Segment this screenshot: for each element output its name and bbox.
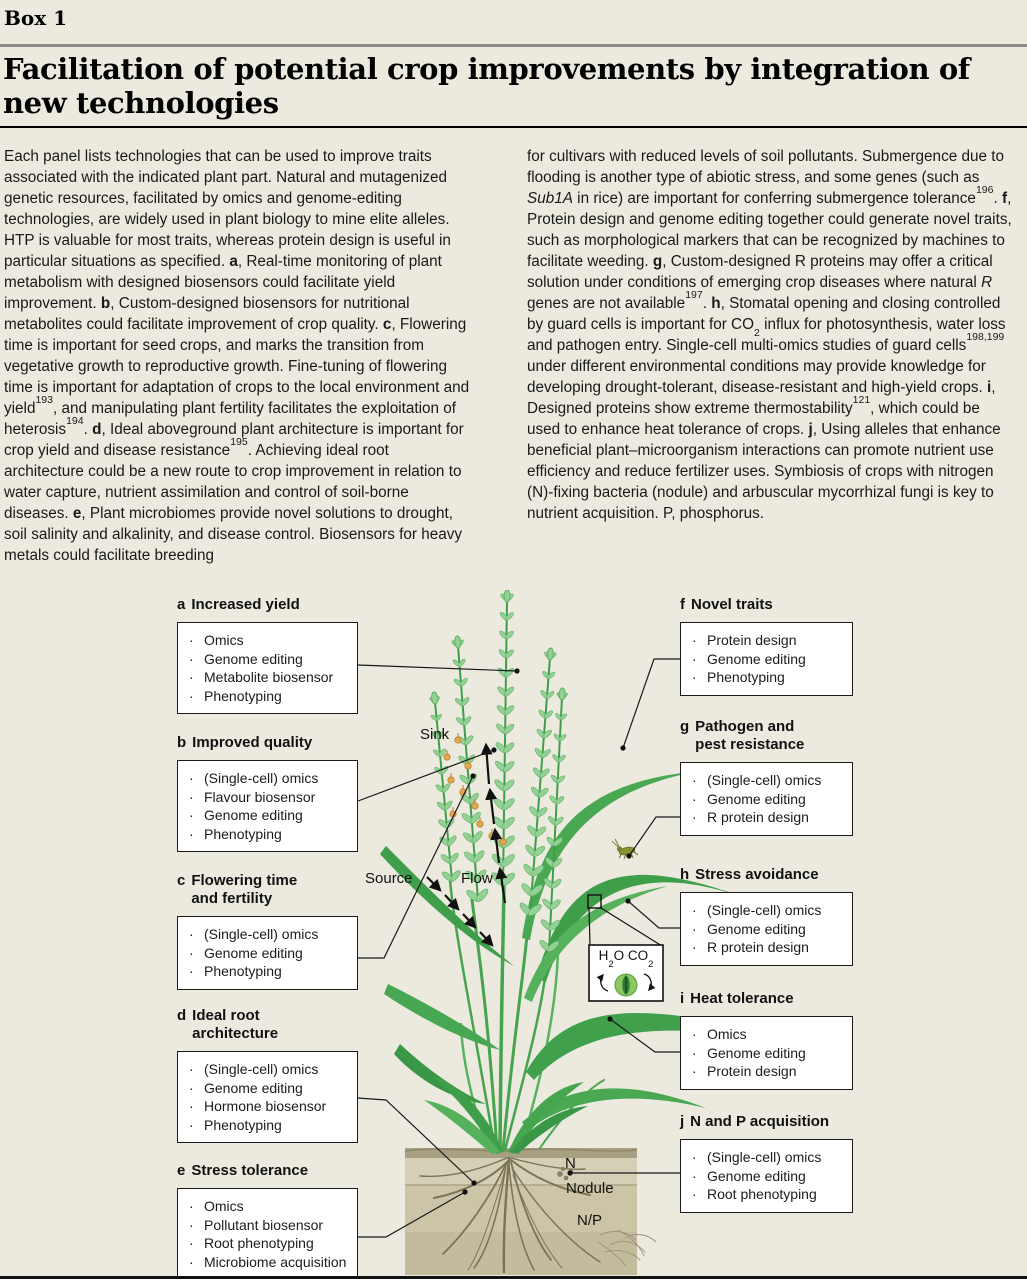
list-item: · Genome editing (692, 790, 806, 807)
list-item: · Omics (189, 632, 244, 648)
panel-e-letter: e (177, 1162, 186, 1179)
panel-g-title: Pathogen and pest resistance (695, 718, 805, 753)
panel-i (680, 990, 853, 1090)
panel-d (177, 1007, 358, 1143)
panel-g (680, 718, 853, 836)
panel-g-box (680, 762, 853, 836)
box-number-label: Box 1 (4, 6, 68, 30)
list-item: · Protein design (692, 632, 797, 648)
nitrogen-label: N (565, 1155, 576, 1172)
bullet: · (189, 632, 194, 648)
list-item: · Omics (189, 1198, 244, 1214)
panel-c-box (177, 916, 358, 990)
orange-florets (444, 733, 506, 845)
panel-h (680, 866, 853, 966)
list-item: · Pollutant biosensor (189, 1216, 324, 1233)
panel-g-letter: g (680, 718, 690, 735)
panel-c-title: Flowering time and fertility (191, 872, 298, 907)
panel-a (177, 596, 358, 714)
panel-e-box (177, 1188, 358, 1279)
panel-f-box (680, 622, 853, 696)
panel-a-box (177, 622, 358, 714)
panel-a-title: Increased yield (191, 596, 300, 613)
panel-f-title: Novel traits (691, 596, 773, 613)
connector-a (358, 665, 517, 671)
panel-h-box (680, 892, 853, 966)
list-item: · Phenotyping (189, 825, 282, 842)
list-item: · Genome editing (189, 807, 303, 823)
list-item: · Phenotyping (692, 669, 785, 685)
list-item: · (Single-cell) omics (692, 772, 822, 788)
list-item: · Genome editing (692, 1167, 806, 1184)
list-item: · Genome editing (692, 650, 806, 667)
list-item: · (Single-cell) omics (189, 770, 319, 786)
header-gray-rule (0, 44, 1027, 47)
list-item: · Omics (692, 1026, 747, 1042)
list-item: · Flavour biosensor (189, 788, 316, 805)
list-item: · Microbiome acquisition (189, 1253, 347, 1270)
list-item: · Root phenotyping (189, 1235, 314, 1251)
panel-j-box (680, 1139, 853, 1213)
panel-b-box (177, 760, 358, 852)
panel-h-title: Stress avoidance (695, 866, 819, 883)
panel-b (177, 734, 358, 852)
panel-i-title: Heat tolerance (690, 990, 794, 1007)
list-item: · Phenotyping (189, 687, 282, 704)
list-item: · (Single-cell) omics (692, 902, 822, 918)
flow-label: Flow (461, 870, 493, 887)
nodule-label: Nodule (566, 1180, 614, 1197)
source-arrows (427, 877, 492, 945)
stoma-icon (615, 974, 637, 996)
panel-f-letter: f (680, 596, 685, 613)
connector-g (629, 817, 681, 856)
page-title: Facilitation of potential crop improvements by integration of new technologies (3, 52, 970, 120)
list-item: · Root phenotyping (692, 1186, 817, 1202)
panel-b-title: Improved quality (192, 734, 313, 751)
list-item: · (Single-cell) omics (692, 1149, 822, 1165)
stomata-gases-label: $H_2O$ $CO_2$ (598, 948, 654, 970)
source-label: Source (365, 870, 413, 887)
panel-b-letter: b (177, 734, 187, 751)
panel-j-title: N and P acquisition (690, 1113, 830, 1130)
panel-j (680, 1113, 853, 1213)
panel-d-box (177, 1051, 358, 1143)
body-text-right-column: for cultivars with reduced levels of soil pollutants. Submergence due to flooding is another type of abiotic stress, and some genes (such as Sub1A in rice) are important for conferring submergence tolerance$^{196}$. f, Protein design and genome editing together could generate novel traits, such as morphological markers that can be recognized by machines to facilitate weeding. g, Custom-designed R proteins may offer a critical solution under conditions of emerging crop diseases where natural R genes are not available$^{197}$. h, Stomatal opening and closing controlled by guard cells is important for $CO_2$ influx for photosynthesis, water loss and pathogen entry. Single-cell multi-omics studies of guard cells$^{198,199}$ under different environmental conditions may provide knowledge for developing drought-tolerant, disease-resistant and high-yield crops. i, Designed proteins show extreme thermostability$^{121}$, which could be used to enhance heat tolerance of crops. j, Using alleles that enhance beneficial plant–microorganism interactions can promote nutrient use efficiency and reduce fertilizer uses. Symbiosis of crops with nitrogen (N)-fixing bacteria (nodule) and arbuscular mycorrhizal fungi is key to nutrient acquisition. P, phosphorus. (527, 148, 1012, 522)
list-item: · Genome editing (692, 920, 806, 937)
list-item: · R protein design (692, 809, 809, 825)
header-black-rule (0, 126, 1027, 128)
list-item: · Genome editing (189, 944, 303, 961)
list-item: · Genome editing (189, 650, 303, 667)
list-item: · (Single-cell) omics (189, 1061, 319, 1077)
connector-f (623, 659, 681, 748)
plant-diagram (0, 590, 1027, 1279)
list-item: · Protein design (692, 1063, 797, 1079)
np-label: N/P (577, 1212, 603, 1229)
connector-h (628, 901, 681, 928)
panel-c (177, 872, 358, 990)
panel-e (177, 1162, 358, 1279)
panel-d-letter: d (177, 1007, 187, 1024)
panel-j-letter: j (680, 1113, 685, 1130)
sink-label: Sink (420, 726, 450, 743)
panel-a-letter: a (177, 596, 186, 613)
list-item: · Hormone biosensor (189, 1098, 327, 1114)
list-item: · (Single-cell) omics (189, 926, 319, 942)
list-item: · Metabolite biosensor (189, 669, 334, 685)
panel-f (680, 596, 853, 696)
panel-h-letter: h (680, 866, 690, 883)
panel-c-letter: c (177, 872, 186, 889)
body-text-left-column: Each panel lists technologies that can be used to improve traits associated with the indicated plant part. Natural and mutagenized genetic resources, facilitated by omics and genome-editing technologies, are widely used in plant biology to mine elite alleles. HTP is valuable for most traits, whereas protein design is useful in particular situations as specified. a, Real-time monitoring of plant metabolism with designed biosensors could facilitate yield improvement. b, Custom-designed biosensors for nutritional metabolites could facilitate improvement of crop quality. c, Flowering time is important for seed crops, and marks the transition from vegetative growth to reproductive growth. Fine-tuning of flowering time is important for adaptation of crops to the local environment and yield$^{193}$, and manipulating plant fertility facilitates the exploitation of heterosis$^{194}$. d, Ideal aboveground plant architecture is important for crop yield and disease resistance$^{195}$. Achieving ideal root architecture could be a new route to crop improvement in relation to water capture, nutrient assimilation and control of soil-borne diseases. e, Plant microbiomes provide novel solutions to drought, soil salinity and alkalinity, and disease control. Biosensors for heavy metals could facilitate breeding (4, 148, 470, 564)
panel-i-box (680, 1016, 853, 1090)
list-item: · Phenotyping (189, 963, 282, 979)
panel-i-letter: i (680, 990, 685, 1007)
list-item: · Genome editing (189, 1079, 303, 1096)
list-item: · Genome editing (692, 1044, 806, 1061)
panel-d-title: Ideal root architecture (192, 1007, 279, 1042)
panel-e-title: Stress tolerance (191, 1162, 309, 1179)
list-item: · R protein design (692, 939, 809, 955)
list-item: · Phenotyping (189, 1116, 282, 1133)
